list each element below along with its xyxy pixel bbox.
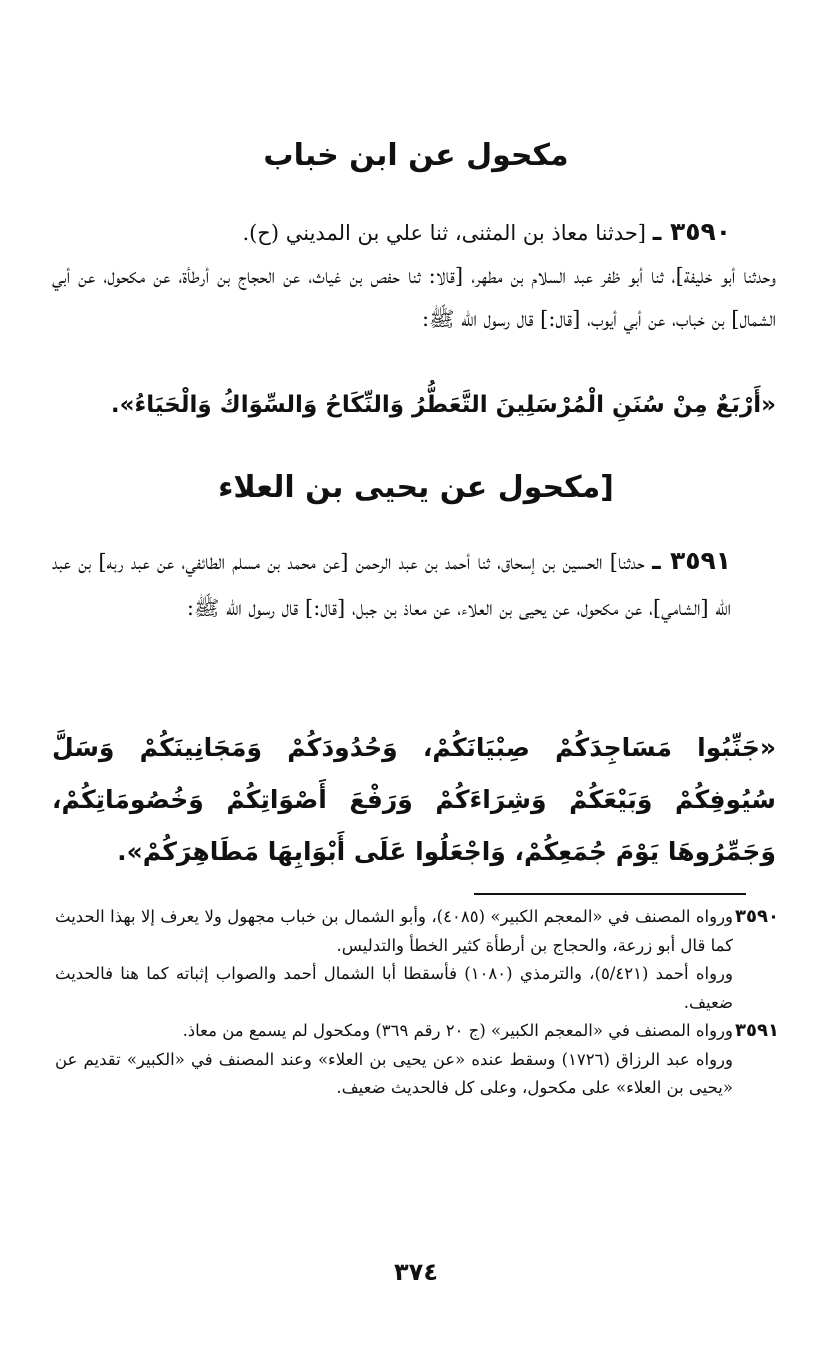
footnote-separator <box>474 893 746 895</box>
footnote-paragraph: ورواه المصنف في «المعجم الكبير» (ج ٢٠ رقم ٣٦٩) ومكحول لم يسمع من معاذ. <box>182 1021 733 1040</box>
section-title-makhul-ibn-khabbab: مكحول عن ابن خباب <box>263 138 569 173</box>
prophetic-quote: «أَرْبَعٌ مِنْ سُنَنِ الْمُرْسَلِينَ التَّعَطُّرُ وَالنِّكَاحُ وَالسِّوَاكُ وَالْحَيَاءُ». <box>110 392 776 418</box>
hadith-number: ٣٥٩١ ـ <box>652 546 731 575</box>
hadith-3590-first-line <box>52 210 776 255</box>
footnote-3590 <box>55 903 779 1017</box>
hadith-3591 <box>52 538 776 631</box>
footnote-body <box>55 1017 733 1103</box>
section-title-makhul-yahya-ibn-al-ala: [مكحول عن يحيى بن العلاء <box>218 470 614 505</box>
page-number: ٣٧٤ <box>394 1258 438 1286</box>
footnote-body <box>55 903 733 1017</box>
hadith-number: ٣٥٩٠ ـ <box>652 217 731 246</box>
hadith-3591-text <box>52 538 776 631</box>
hadith-chain-text: [حدثنا معاذ بن المثنى، ثنا علي بن المديني (ح). <box>242 221 647 245</box>
footnote-number: ٣٥٩٠ <box>735 906 779 927</box>
footnote-paragraph: ورواه عبد الرزاق (١٧٢٦) وسقط عنده «عن يحيى بن العلاء» وعند المصنف في «الكبير» تقديم عن «يحيى بن العلاء» على مكحول، وعلى كل فالحديث ضعيف. <box>55 1049 733 1097</box>
hadith-chain-text: وحدثنا أبو خليفة]، ثنا أبو ظفر عبد السلام بن مطهر، [قالا: ثنا حفص بن غياث، عن الحجاج بن أرطأة، عن مكحول، عن أبي الشمال] بن خباب، عن أبي أيوب، [قال:] قال رسول الله ﷺ: <box>52 264 776 331</box>
footnote-paragraph: ورواه المصنف في «المعجم الكبير» (٤٠٨٥)، وأبو الشمال بن خباب مجهول ولا يعرف إلا بهذا الحديث كما قال أبو زرعة، والحجاج بن أرطأة كثير الخطأ والتدليس. <box>55 907 734 955</box>
hadith-3590 <box>52 210 776 341</box>
hadith-chain-text: حدثنا] الحسين بن إسحاق، ثنا أحمد بن عبد الرحمن [عن محمد بن مسلم الطائفي، عن عبد ربه] بن عبد الله [الشامي]، عن مكحول، عن يحيى بن العلاء، عن معاذ بن جبل، [قال:] قال رسول الله ﷺ: <box>52 550 731 620</box>
footnote-3591 <box>55 1017 779 1103</box>
footnotes <box>55 903 779 1103</box>
prophetic-quote: «جَنِّبُوا مَسَاجِدَكُمْ صِبْيَانَكُمْ، وَحُدُودَكُمْ وَمَجَانِينَكُمْ وَسَلَّ سُيُوفِكُمْ وَبَيْعَكُمْ وَشِرَاءَكُمْ وَرَفْعَ أَصْوَاتِكُمْ وَخُصُومَاتِكُمْ، وَجَمِّرُوهَا يَوْمَ جُمَعِكُمْ، وَاجْعَلُوا عَلَى أَبْوَابِهَا مَطَاهِرَكُمْ». <box>52 733 776 866</box>
footnote-number: ٣٥٩١ <box>735 1020 779 1041</box>
footnote-paragraph: ورواه أحمد (٥/٤٢١)، والترمذي (١٠٨٠) فأسقطا أبا الشمال أحمد والصواب إثباته كما هنا فالحديث ضعيف. <box>55 964 733 1012</box>
